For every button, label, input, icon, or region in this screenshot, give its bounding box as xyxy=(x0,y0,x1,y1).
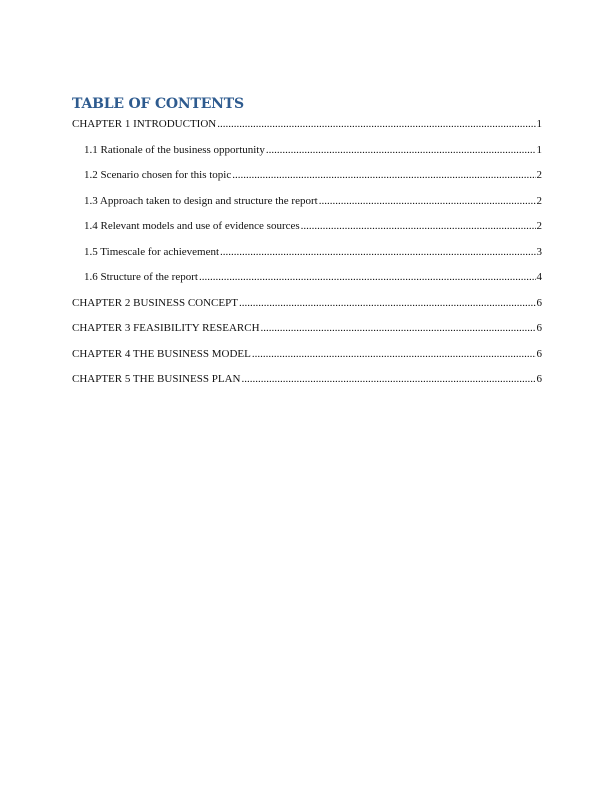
toc-dot-leader xyxy=(217,117,535,131)
toc-entry-chapter-4[interactable] xyxy=(72,347,542,373)
toc-entry-label: 1.4 Relevant models and use of evidence sources xyxy=(84,220,300,232)
toc-entry-chapter-3[interactable] xyxy=(72,321,542,347)
toc-page-number: 4 xyxy=(536,271,542,283)
toc-entry-label: 1.2 Scenario chosen for this topic xyxy=(84,169,232,181)
toc-dot-leader xyxy=(301,219,536,233)
toc-dot-leader xyxy=(242,372,536,386)
toc-entry-1-1[interactable] xyxy=(72,143,542,169)
toc-dot-leader xyxy=(220,245,535,259)
toc-entry-label: CHAPTER 5 THE BUSINESS PLAN xyxy=(72,373,241,385)
toc-entry-1-2[interactable] xyxy=(72,168,542,194)
toc-list xyxy=(72,117,542,398)
toc-page-number: 2 xyxy=(536,194,542,207)
toc-page-number: 1 xyxy=(536,143,542,156)
toc-entry-label: 1.3 Approach taken to design and structure the report xyxy=(84,194,318,207)
toc-dot-leader xyxy=(319,194,536,208)
toc-dot-leader xyxy=(252,347,536,361)
toc-entry-label: CHAPTER 2 BUSINESS CONCEPT xyxy=(72,296,238,309)
toc-page-number: 1 xyxy=(536,118,542,130)
toc-entry-label: CHAPTER 4 THE BUSINESS MODEL xyxy=(72,347,251,360)
toc-page-number: 2 xyxy=(536,220,542,232)
toc-entry-label: 1.1 Rationale of the business opportunity xyxy=(84,143,265,156)
toc-page-number: 6 xyxy=(536,296,542,309)
toc-dot-leader xyxy=(199,270,536,284)
toc-entry-chapter-1[interactable] xyxy=(72,117,542,143)
toc-entry-label: CHAPTER 3 FEASIBILITY RESEARCH xyxy=(72,322,260,334)
toc-entry-label: 1.6 Structure of the report xyxy=(84,271,198,283)
toc-entry-label: 1.5 Timescale for achievement xyxy=(84,245,220,258)
toc-page-number: 6 xyxy=(536,373,542,385)
toc-entry-1-5[interactable] xyxy=(72,245,542,271)
toc-dot-leader xyxy=(239,296,536,310)
toc-entry-1-3[interactable] xyxy=(72,194,542,220)
toc-title: TABLE OF CONTENTS xyxy=(72,96,244,112)
toc-page-number: 6 xyxy=(536,347,542,360)
toc-dot-leader xyxy=(266,143,536,157)
toc-dot-leader xyxy=(232,168,535,182)
toc-entry-1-4[interactable] xyxy=(72,219,542,245)
toc-entry-chapter-2[interactable] xyxy=(72,296,542,322)
toc-dot-leader xyxy=(261,321,536,335)
toc-page-number: 6 xyxy=(536,322,542,334)
toc-entry-chapter-5[interactable] xyxy=(72,372,542,398)
toc-entry-label: CHAPTER 1 INTRODUCTION xyxy=(72,118,217,130)
toc-page-number: 2 xyxy=(536,169,542,181)
toc-entry-1-6[interactable] xyxy=(72,270,542,296)
toc-page-number: 3 xyxy=(536,245,542,258)
